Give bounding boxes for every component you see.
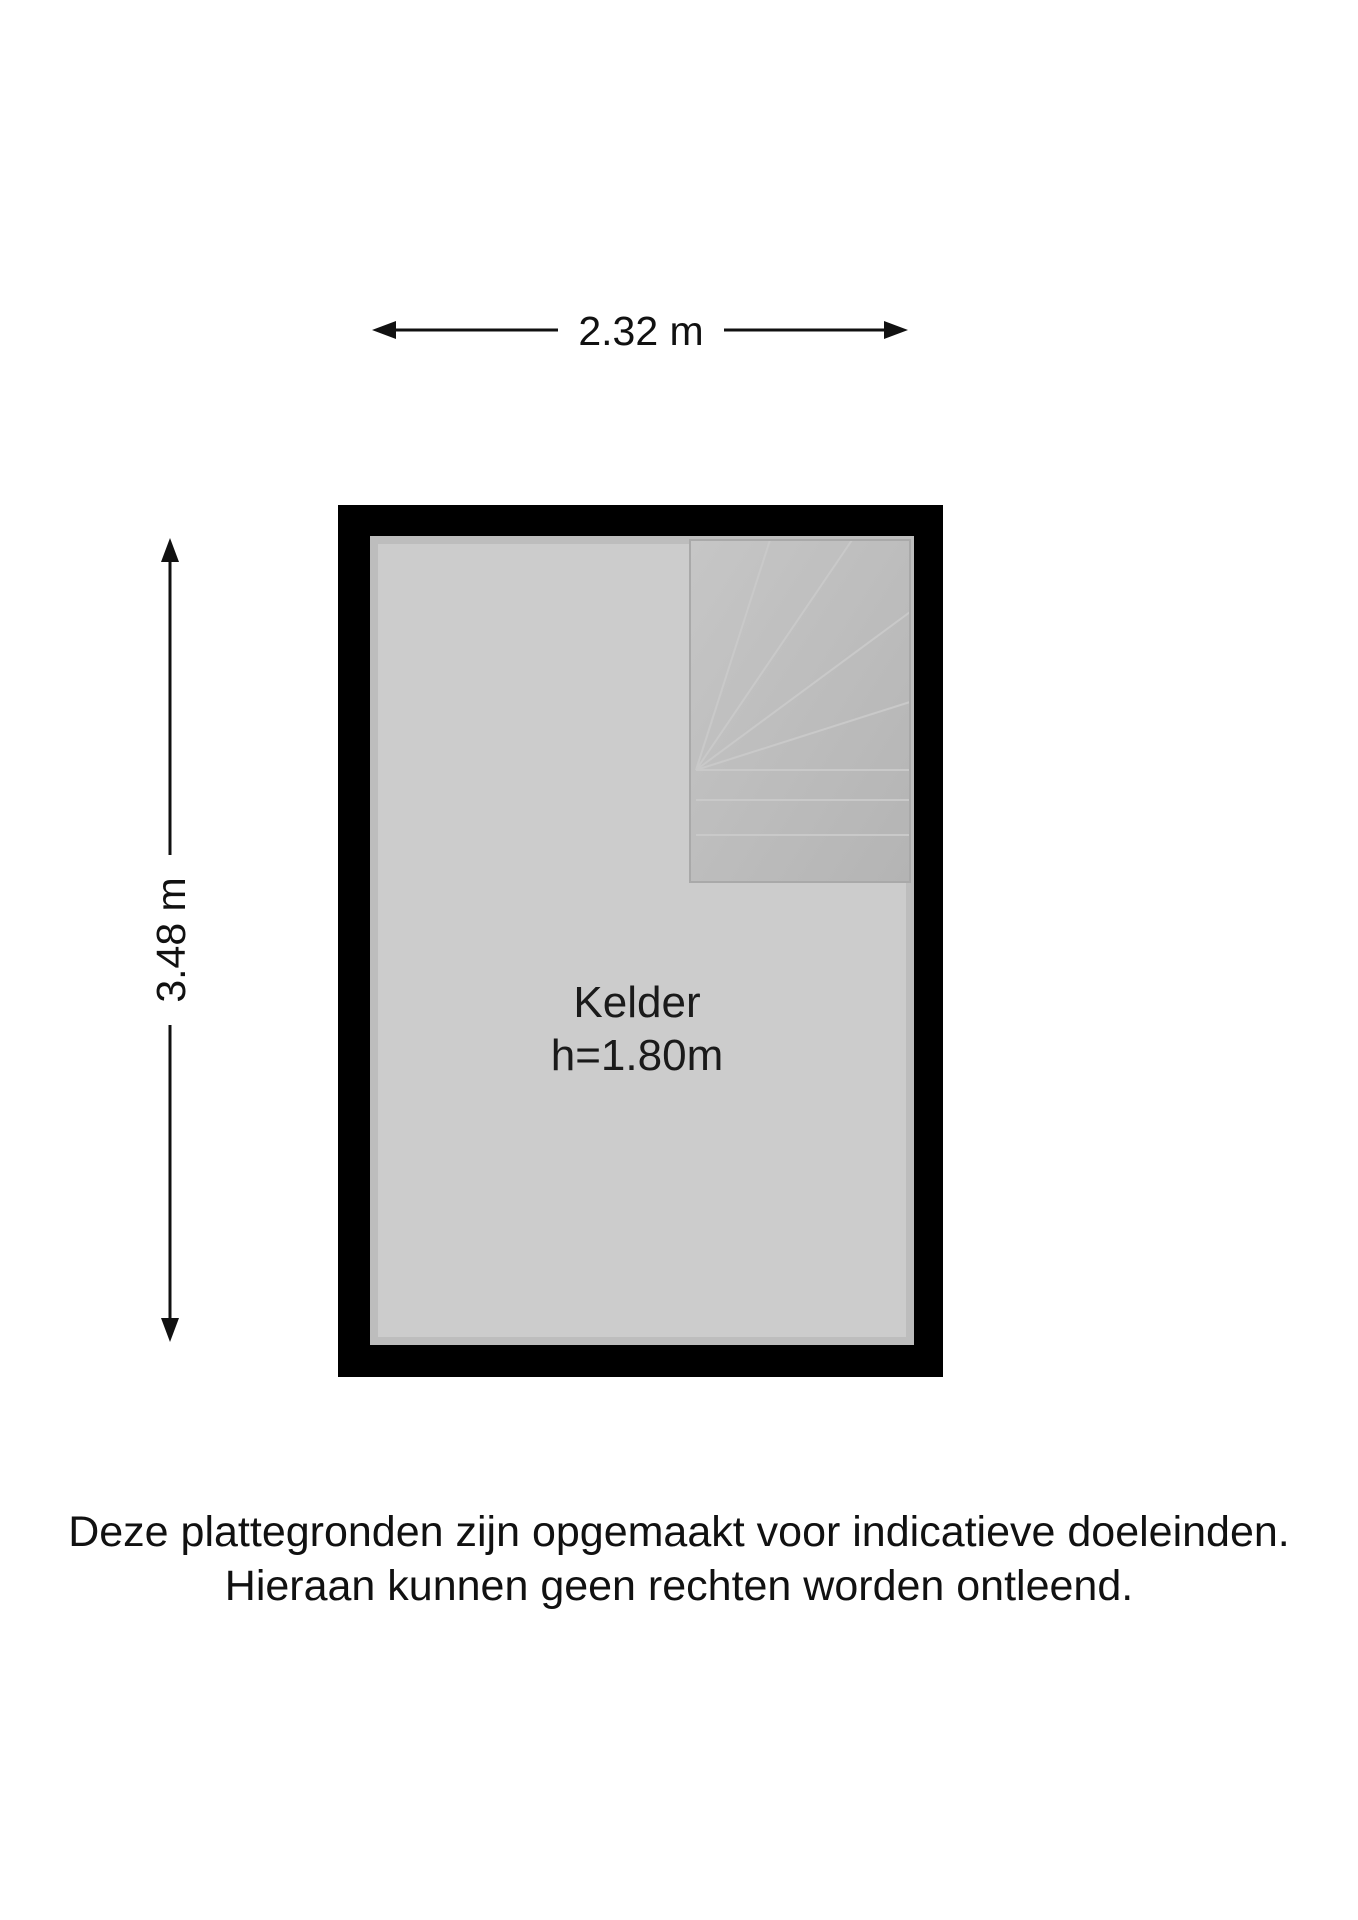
staircase-area <box>690 540 910 882</box>
height-arrow-bottom-icon <box>161 1318 179 1342</box>
height-dimension-label: 3.48 m <box>148 877 194 1003</box>
disclaimer <box>0 1505 1358 1613</box>
room-ceiling-height: h=1.80m <box>550 1031 724 1080</box>
staircase-icon <box>690 540 910 882</box>
width-dimension-label: 2.32 m <box>578 308 704 354</box>
width-dimension <box>372 308 908 354</box>
height-dimension <box>148 538 194 1342</box>
height-arrow-top-icon <box>161 538 179 562</box>
room-name: Kelder <box>573 978 701 1027</box>
disclaimer-line-2: Hieraan kunnen geen rechten worden ontleend. <box>224 1562 1134 1610</box>
disclaimer-line-1: Deze plattegronden zijn opgemaakt voor indicatieve doeleinden. <box>68 1508 1290 1556</box>
width-arrow-right-icon <box>884 321 908 339</box>
width-arrow-left-icon <box>372 321 396 339</box>
